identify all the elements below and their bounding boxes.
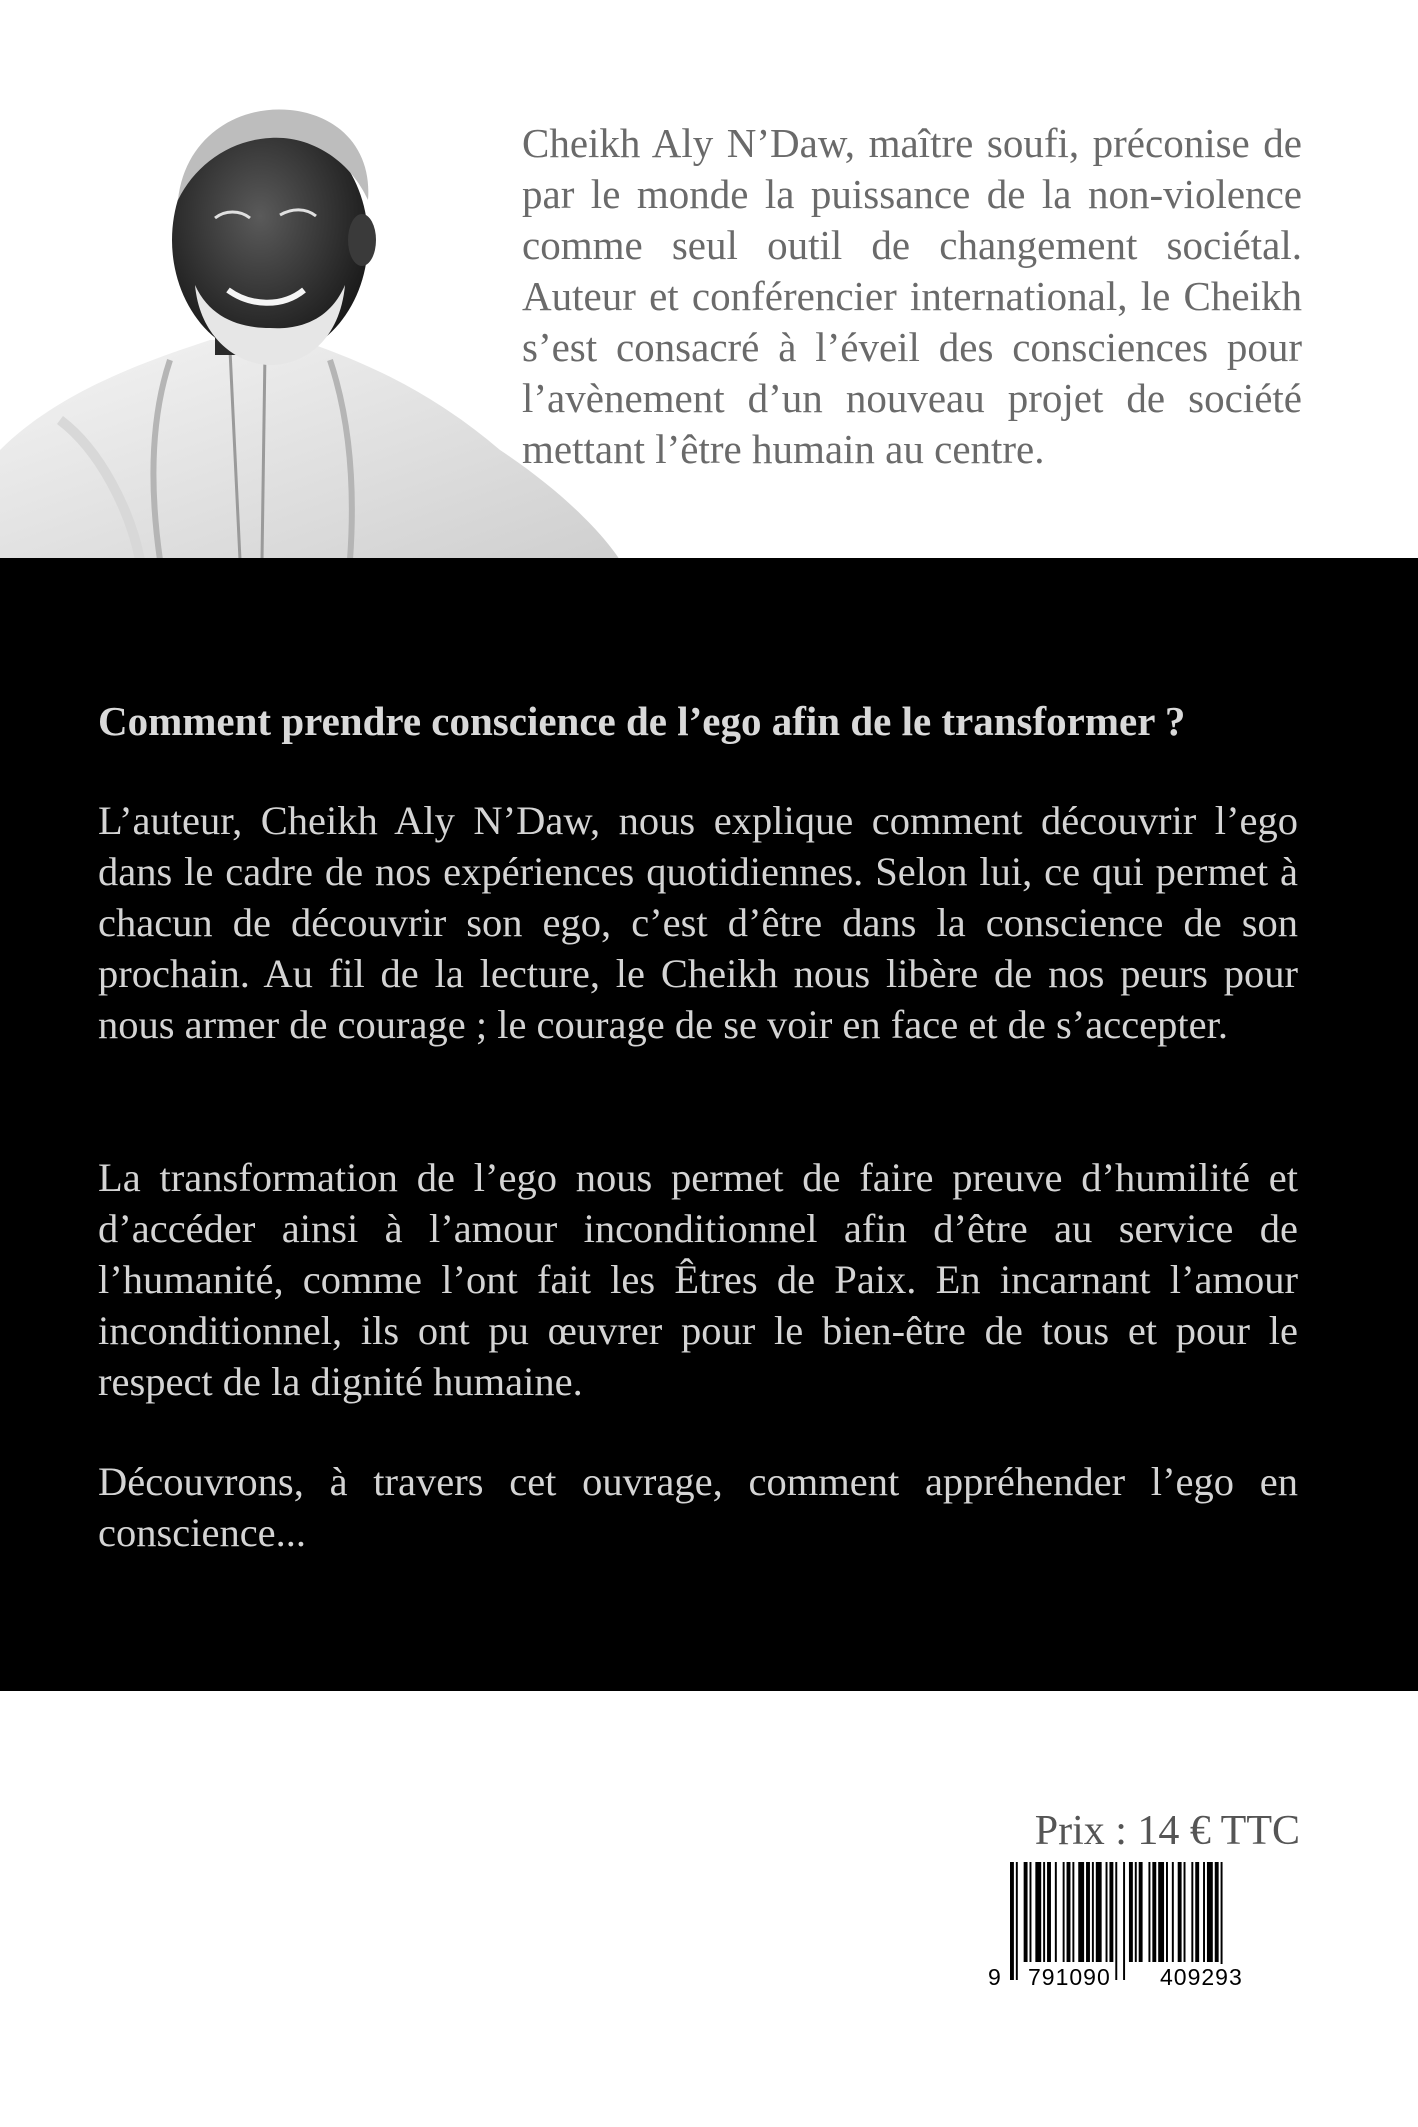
- summary-question: Comment prendre conscience de l’ego afin de le transformer ?: [98, 698, 1186, 744]
- barcode-bar: [1047, 1862, 1051, 1962]
- barcode-bar: [1055, 1862, 1057, 1962]
- summary-paragraph-3: Découvrons, à travers cet ouvrage, comment appréhender l’ego en conscience...: [98, 1459, 1298, 1555]
- barcode-bar: [1106, 1862, 1108, 1962]
- barcode-bar: [1178, 1862, 1182, 1962]
- barcode-bar: [1135, 1862, 1137, 1962]
- barcode-bar: [1158, 1862, 1164, 1962]
- barcode-bar: [1123, 1862, 1125, 1980]
- price-label: Prix : 14 € TTC: [1034, 1808, 1300, 1854]
- barcode-bar: [1215, 1862, 1219, 1962]
- barcode-bar: [1035, 1862, 1041, 1962]
- barcode-bar: [1109, 1862, 1113, 1962]
- barcode-bar: [1067, 1862, 1071, 1962]
- barcode-bar: [1072, 1862, 1074, 1962]
- barcode-bar: [1152, 1862, 1156, 1962]
- barcode-bar: [1139, 1862, 1143, 1962]
- barcode-bar: [1207, 1862, 1213, 1962]
- barcode-bar: [1129, 1862, 1133, 1962]
- barcode-bar: [1063, 1862, 1065, 1962]
- barcode-bar: [1096, 1862, 1102, 1962]
- barcode-bar: [1191, 1862, 1193, 1962]
- barcode-bar: [1184, 1862, 1186, 1962]
- barcode-bar: [1221, 1862, 1223, 1980]
- summary-paragraph-2: La transformation de l’ego nous permet de faire preuve d’humilité et d’accéder ainsi à l’amour inconditionnel afin d’être au service de l’humanité, comme l’ont fait les Êtres de Paix. En incarnant l’amour inconditionnel, ils ont pu œuvrer pour le bien-être de tous et pour le respect de la dignité humaine.: [98, 1155, 1298, 1404]
- barcode-bar: [1092, 1862, 1094, 1962]
- summary-paragraph-1: L’auteur, Cheikh Aly N’Daw, nous explique comment découvrir l’ego dans le cadre de nos expériences quotidiennes. Selon lui, ce qui permet à chacun de découvrir son ego, c’est d’être dans la conscience de son prochain. Au fil de la lecture, le Cheikh nous libère de nos peurs pour nous armer de courage ; le courage de se voir en face et de s’accepter.: [98, 798, 1298, 1047]
- barcode-bar: [1166, 1862, 1168, 1962]
- barcode-bar: [1115, 1862, 1117, 1980]
- barcode-bar: [1043, 1862, 1045, 1962]
- barcode-bar: [1203, 1862, 1205, 1962]
- barcode-bar: [1172, 1862, 1174, 1962]
- author-bio: Cheikh Aly N’Daw, maître soufi, préconise de par le monde la puissance de la non-violence comme seul outil de changement sociétal. Auteur et conférencier international, le Cheikh s’est consacré à l’éveil des consciences pour l’avènement d’un nouveau projet de société mettant l’être humain au centre.: [522, 120, 1302, 472]
- barcode-bar: [1086, 1862, 1090, 1962]
- isbn-digits-right: 409293: [1160, 1964, 1243, 1990]
- isbn-digit-first: 9: [988, 1964, 1002, 1990]
- barcode-bar: [1010, 1862, 1014, 1980]
- barcode-bar: [1148, 1862, 1150, 1962]
- barcode-bar: [1195, 1862, 1199, 1962]
- barcode-bar: [1024, 1862, 1028, 1962]
- barcode-bar: [1016, 1862, 1018, 1980]
- barcode-bar: [1078, 1862, 1084, 1962]
- barcode-bar: [1030, 1862, 1032, 1962]
- isbn-digits-left: 791090: [1028, 1964, 1111, 1990]
